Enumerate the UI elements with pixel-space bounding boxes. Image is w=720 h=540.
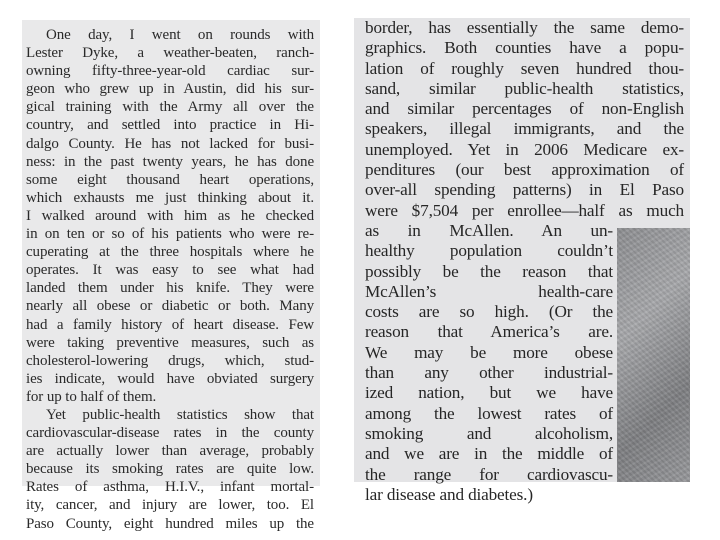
text-line: One day, I went on rounds with [46, 27, 314, 43]
text-line: were $7,504 per enrollee—half as much [365, 200, 684, 220]
text-line: ity, cancer, and injury are lower, too. El [26, 497, 314, 514]
text-line: operates. It was easy to see what had [26, 262, 314, 279]
text-line: than any other industrial- [365, 363, 613, 383]
text-line: had a family history of heart disease. Few [26, 316, 314, 333]
text-line: We may be more obese [365, 342, 613, 362]
text-line: nearly all obese or diabetic or both. Many [26, 298, 314, 315]
text-line: unemployed. Yet in 2006 Medicare ex- [365, 139, 684, 159]
text-line: landed them under his knife. They were [26, 280, 314, 297]
text-line: as in McAllen. An un- [365, 220, 613, 240]
text-line: because its smoking rates are quite low. [26, 461, 314, 478]
text-line: costs are so high. (Or the [365, 302, 613, 322]
text-line: graphics. Both counties have a popu- [365, 38, 684, 58]
text-line: ized nation, but we have [365, 383, 613, 403]
text-line: which exhausts me just thinking about it. [26, 189, 314, 206]
text-line: Rates of asthma, H.I.V., infant mortal- [26, 479, 314, 496]
text-line: gical training with the Army all over the [26, 99, 314, 116]
text-line: the range for cardiovascu- [365, 464, 613, 484]
text-line: lar disease and diabetes.) [365, 484, 533, 504]
text-line: Lester Dyke, a weather-beaten, ranch- [26, 45, 314, 62]
scanned-page-left [22, 20, 320, 532]
text-line: were taking preventive measures, such as [26, 334, 314, 351]
text-line: some eight thousand heart operations, [26, 171, 314, 188]
text-line: for up to half of them. [26, 388, 157, 405]
text-line: ness: in the past twenty years, he has done [26, 153, 314, 170]
text-line: cuperating at the three hospitals where he [26, 244, 314, 261]
text-line: owning fifty-three-year-old cardiac sur- [26, 63, 314, 80]
text-line: I walked around with him as he checked [26, 207, 314, 224]
text-beside-photo [365, 221, 613, 505]
text-line: smoking and alcoholism, [365, 423, 613, 443]
text-line: sand, similar public-health statistics, [365, 78, 684, 98]
text-line: country, and settled into practice in Hi- [26, 117, 314, 134]
text-line: speakers, illegal immigrants, and the [365, 119, 684, 139]
text-line: possibly be the reason that [365, 261, 613, 281]
text-line: reason that America’s are. [365, 322, 613, 342]
text-line: geon who grew up in Austin, did his sur- [26, 81, 314, 98]
text-line: and we are in the middle of [365, 444, 613, 464]
text-line: lation of roughly seven hundred thou- [365, 58, 684, 78]
text-line: penditures (our best approximation of [365, 160, 684, 180]
left-text-column [26, 26, 314, 533]
text-line: are actually lower than average, probably [26, 443, 314, 460]
text-line: cholesterol-lowering drugs, which, stud- [26, 352, 314, 369]
text-line: McAllen’s health-care [365, 281, 613, 301]
photo-texture [617, 228, 690, 482]
text-line: among the lowest rates of [365, 403, 613, 423]
text-line: healthy population couldn’t [365, 241, 613, 261]
text-line: and similar percentages of non-English [365, 99, 684, 119]
text-line: border, has essentially the same demo- [365, 18, 684, 37]
text-line: ies indicate, would have obviated surgery [26, 370, 314, 387]
text-line: Paso County, eight hundred miles up the [26, 515, 314, 532]
text-line: cardiovascular-disease rates in the county [26, 425, 314, 442]
text-line: Yet public-health statistics show that [46, 406, 314, 423]
text-line: over-all spending patterns) in El Paso [365, 180, 684, 200]
text-line: in on ten or so of his patients who were re- [26, 226, 314, 243]
gray-photo [617, 228, 690, 482]
scanned-page-right [354, 18, 690, 504]
text-line: dalgo County. He has not lacked for busi- [26, 135, 314, 152]
